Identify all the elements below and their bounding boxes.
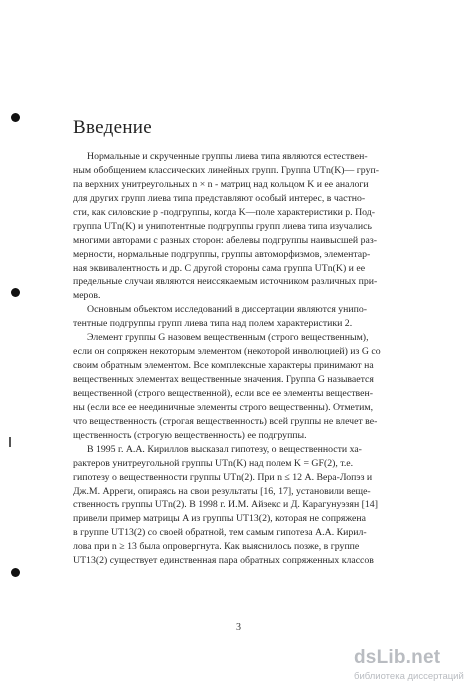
text-line: ственность группы UTn(2). В 1998 г. И.М. Айзекс и Д. Карагунуэзян [14] [73, 499, 378, 511]
margin-mark [9, 437, 11, 447]
text-line: меров. [73, 290, 101, 302]
text-line: сти, как силовские p -подгруппы, когда K—поле характеристики p. Под- [73, 206, 376, 218]
text-line: тентные подгруппы групп лиева типа над полем характеристики 2. [73, 318, 353, 330]
text-line: предельные случаи являются неиссякаемым источником различных при- [73, 276, 378, 288]
text-line: для других групп лиева типа представляют особый интерес, в частно- [73, 192, 366, 204]
page-title: Введение [73, 117, 152, 138]
binder-hole-icon [11, 113, 20, 122]
text-line: Элемент группы G назовем вещественным (строго вещественным), [87, 332, 369, 344]
text-line: UT13(2) существует единственная пара обратных сопряженных классов [73, 555, 374, 567]
binder-hole-icon [11, 288, 20, 297]
text-line: щественность (строгую вещественность) ее подгруппы. [73, 429, 307, 441]
page-number: 3 [236, 622, 241, 633]
text-line: что вещественность (строгая вещественность) всей группы не влечет ве- [73, 415, 378, 427]
text-line: рактеров унитреугольной группы UTn(K) над полем K = GF(2), т.е. [73, 457, 354, 469]
text-line: Основным объектом исследований в диссертации являются унипо- [87, 304, 368, 316]
text-line: привели пример матрицы A из группы UT13(2), которая не сопряжена [73, 513, 366, 525]
text-line: многими авторами с разных сторон: абелевы подгруппы наивысшей раз- [73, 234, 377, 246]
text-line: вещественной (строго вещественной), если все ее элементы веществен- [73, 387, 373, 399]
text-line: мерности, нормальные подгруппы, группы автоморфизмов, элементар- [73, 248, 371, 260]
text-line: своим обратным элементом. Все комплексные характеры принимают на [73, 360, 374, 372]
text-line: в группе UT13(2) со своей обратной, тем самым гипотеза А.А. Кирил- [73, 527, 367, 539]
text-line: лова при n ≥ 13 была опровергнута. Как выяснилось позже, в группе [73, 541, 360, 553]
text-line: Дж.М. Арреги, опираясь на свои результаты [16, 17], установили веще- [73, 485, 371, 497]
text-line: если он сопряжен некоторым элементом (некоторой инволюцией) из G со [73, 346, 381, 358]
text-line: группа UTn(K) и унипотентные подгруппы групп лиева типа изучались [73, 220, 372, 232]
text-line: В 1995 г. А.А. Кириллов высказал гипотезу, о вещественности ха- [87, 443, 362, 455]
text-line: Нормальные и скрученные группы лиева типа являются естествен- [87, 151, 368, 162]
text-line: вещественных элементах вещественные значения. Группа G называется [73, 374, 374, 385]
body-text [73, 150, 403, 568]
text-line: ным обобщением классических линейных групп. Группа UTn(K)— груп- [73, 164, 379, 176]
watermark-logo: dsLib.net [354, 647, 441, 668]
text-line: па верхних унитреугольных n × n - матриц над кольцом K и ее аналоги [73, 178, 369, 190]
watermark [345, 647, 464, 686]
text-line: ная эквивалентность и др. С другой стороны сама группа UTn(K) и ее [73, 262, 366, 274]
text-line: гипотезу о вещественности группы UTn(2). При n ≤ 12 А. Вера-Лопэз и [73, 471, 373, 483]
text-line: ны (если все ее неединичные элементы строго вещественны). Отметим, [73, 401, 374, 413]
binder-hole-icon [11, 568, 20, 577]
watermark-subtitle: библиотека диссертаций [354, 671, 464, 682]
